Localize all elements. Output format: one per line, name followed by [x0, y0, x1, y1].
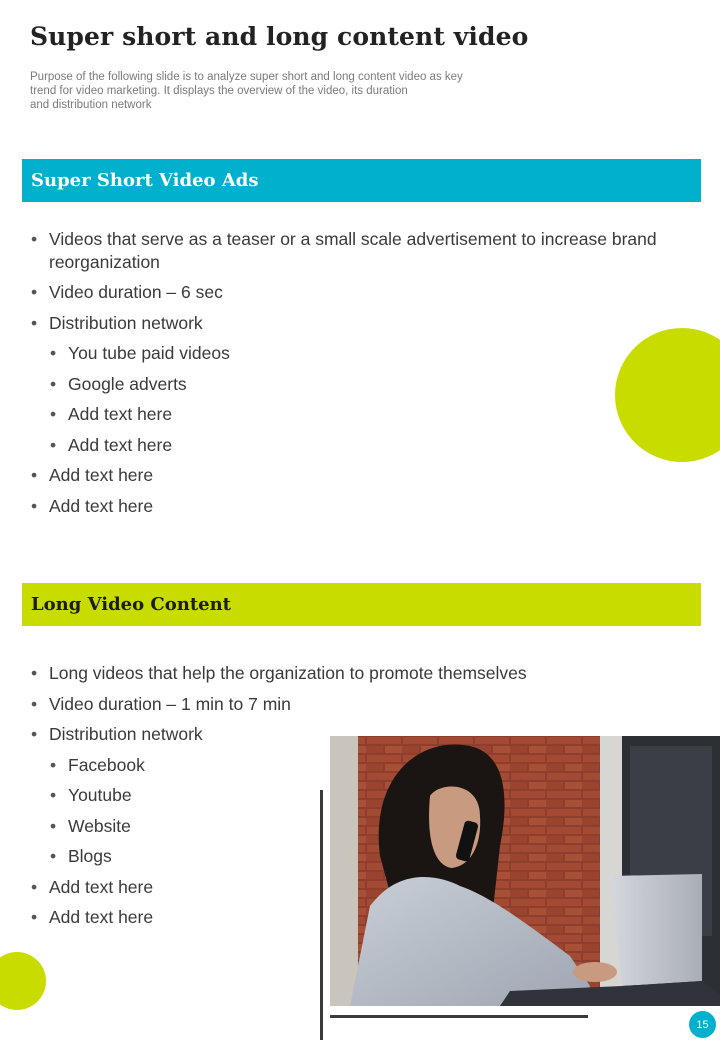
list-item: • Add text here [30, 876, 320, 899]
decorative-horizontal-line [330, 1015, 588, 1018]
sub-list-item: • Add text here [49, 403, 670, 426]
subtitle-line: and distribution network [30, 99, 152, 111]
page-title: Super short and long content video [30, 22, 529, 51]
sub-list-item: • Blogs [49, 845, 320, 868]
page-subtitle [30, 70, 500, 112]
section-heading-super-short: Super Short Video Ads [22, 159, 701, 202]
list-item: • Add text here [30, 495, 670, 518]
list-item: • Long videos that help the organization to promote themselves [30, 662, 649, 685]
sub-list-item: • You tube paid videos [49, 342, 670, 365]
list-item: • Distribution network [30, 312, 670, 335]
list-item: • Video duration – 6 sec [30, 281, 670, 304]
super-short-list [30, 228, 670, 525]
list-item: • Add text here [30, 906, 320, 929]
list-item: • Add text here [30, 464, 670, 487]
sub-list-item: • Google adverts [49, 373, 670, 396]
list-item: • Distribution network [30, 723, 320, 746]
subtitle-line: Purpose of the following slide is to analyze super short and long content video as key [30, 71, 463, 83]
subtitle-line: trend for video marketing. It displays the overview of the video, its duration [30, 85, 408, 97]
sub-list-item: • Youtube [49, 784, 320, 807]
sub-list-item: • Facebook [49, 754, 320, 777]
section-heading-long-video: Long Video Content [22, 583, 701, 626]
sub-list-item: • Website [49, 815, 320, 838]
page-number-badge: 15 [689, 1011, 716, 1038]
woman-on-phone-photo [330, 736, 720, 1006]
decorative-circle [0, 952, 46, 1010]
list-item: • Video duration – 1 min to 7 min [30, 693, 320, 716]
decorative-vertical-line [320, 790, 323, 1040]
long-video-list [30, 662, 527, 937]
list-item: • Videos that serve as a teaser or a small scale advertisement to increase brand reorganization [30, 228, 670, 273]
sub-list-item: • Add text here [49, 434, 670, 457]
